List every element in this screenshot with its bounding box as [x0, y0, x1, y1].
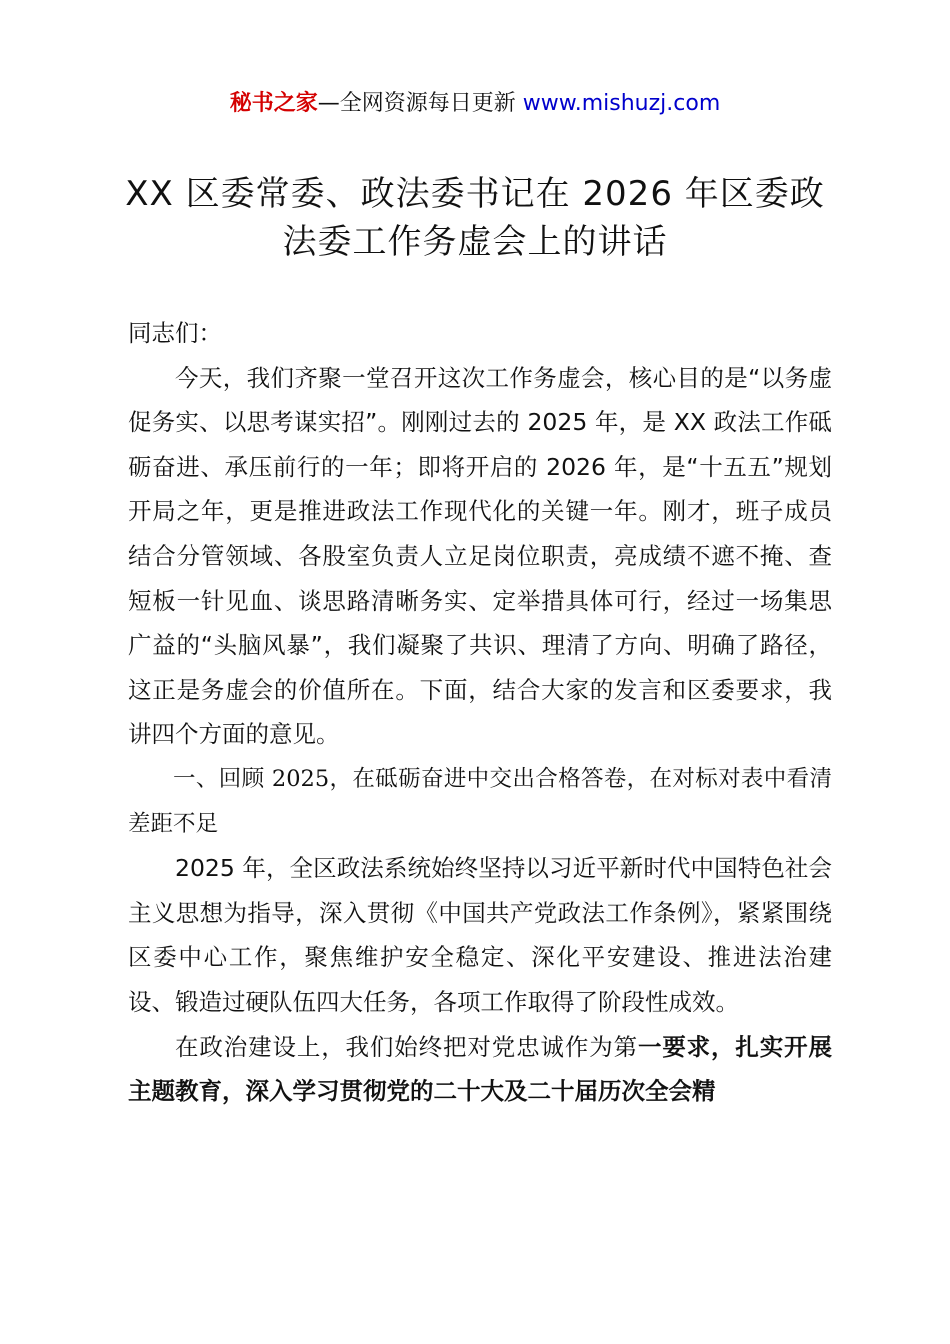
paragraph-review: 2025 年，全区政法系统始终坚持以习近平新时代中国特色社会主义思想为指导，深入贯彻《中国共产党政法工作条例》，紧紧围绕区委中心工作，聚焦维护安全稳定、深化平安建设、推进法治建设、锻造过硬队伍四大任务，各项工作取得了阶段性成效。 — [128, 854, 832, 1016]
banner-tagline: —全网资源每日更新 — [317, 91, 523, 116]
paragraph-intro: 今天，我们齐聚一堂召开这次工作务虚会，核心目的是“以务虚促务实、以思考谋实招”。刚刚过去的 2025 年，是 XX 政法工作砥砺奋进、承压前行的一年；即将开启的 2026 年，是“十五五”规划开局之年，更是推进政法工作现代化的关键一年。刚才，班子成员结合分管领域、各股室负责人立足岗位职责，亮成绩不遮不掩、查短板一针见血、谈思路清晰务实、定举措具体可行，经过一场集思广益的“头脑风暴”，我们凝聚了共识、理清了方向、明确了路径，这正是务虚会的价值所在。下面，结合大家的发言和区委要求，我讲四个方面的意见。 — [128, 363, 832, 749]
section-heading-1: 一、回顾 2025，在砥砺奋进中交出合格答卷，在对标对表中看清差距不足 — [128, 765, 832, 837]
paragraph-political-bold-text: 一要求，扎实开展主题教育，深入学习贯彻党的二十大及二十届历次全会精 — [128, 1032, 833, 1106]
title-line-2: 法委工作务虚会上的讲话 — [282, 222, 668, 262]
site-banner — [0, 88, 950, 120]
site-url-link[interactable]: www.mishuzj.com — [522, 91, 721, 116]
document-title — [60, 170, 890, 266]
document-body — [128, 311, 832, 1114]
paragraph-political-building — [128, 1025, 832, 1114]
greeting: 同志们： — [128, 319, 222, 347]
paragraph-political-text: 在政治建设上，我们始终把对党忠诚作为第 — [175, 1032, 638, 1061]
brand-name: 秘书之家 — [229, 91, 318, 116]
title-line-1: XX 区委常委、政法委书记在 2026 年区委政 — [125, 174, 825, 214]
